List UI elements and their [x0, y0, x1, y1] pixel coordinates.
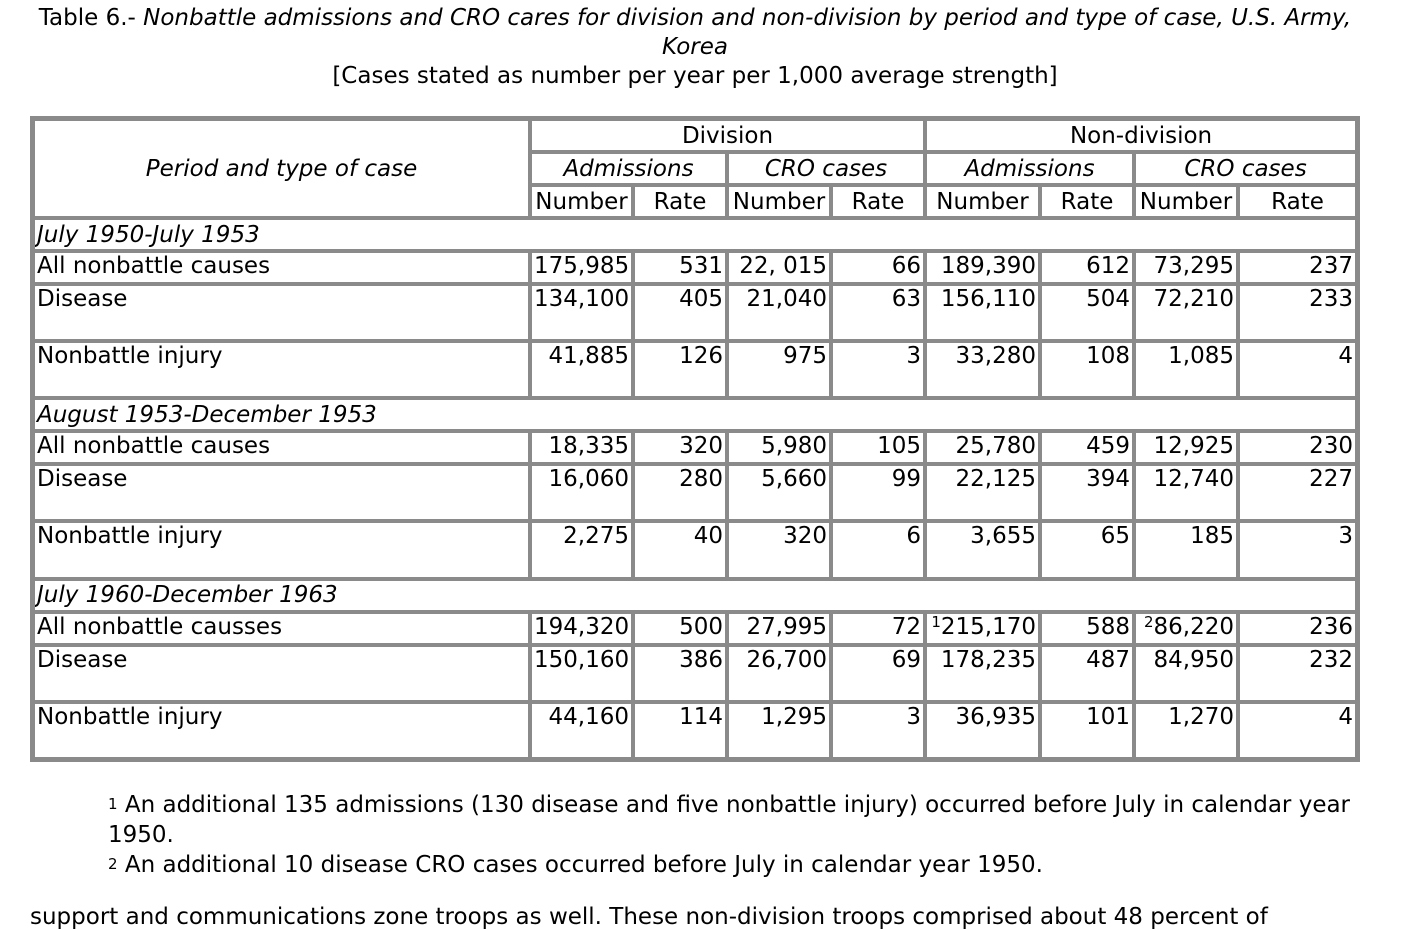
table-cell [727, 645, 831, 702]
cell-value: 105 [877, 433, 921, 460]
footnote-mark: 2 [108, 855, 118, 873]
table-cell [925, 612, 1040, 645]
table-cell [727, 464, 831, 521]
table-row [33, 251, 1357, 284]
table-cell [530, 645, 633, 702]
table-cell [1134, 341, 1238, 398]
period-row [33, 579, 1357, 612]
row-label: Nonbattle injury [33, 702, 530, 759]
footnote-mark: 1 [108, 795, 118, 813]
table-cell [1238, 702, 1357, 759]
table-cell [727, 702, 831, 759]
table-body [33, 218, 1357, 759]
table-cell [925, 341, 1040, 398]
cell-value: 227 [1309, 466, 1354, 493]
cell-value: 175,985 [534, 253, 630, 280]
cell-value: 232 [1309, 646, 1354, 673]
period-row [33, 398, 1357, 431]
cell-value: 233 [1309, 286, 1354, 313]
table-cell [1040, 702, 1134, 759]
period-row [33, 218, 1357, 251]
table-cell [1040, 284, 1134, 341]
cell-value: 1,085 [1168, 343, 1234, 370]
rate-header: Rate [831, 185, 925, 218]
table-cell [1040, 521, 1134, 578]
table-cell [530, 612, 633, 645]
cell-value: 5,660 [761, 466, 827, 493]
table-cell [831, 645, 925, 702]
cell-value: 16,060 [548, 466, 629, 493]
cell-value: 72,210 [1153, 286, 1234, 313]
table-cell [925, 702, 1040, 759]
table-cell [1238, 431, 1357, 464]
footnote-1 [108, 790, 1368, 850]
cell-value: 612 [1086, 253, 1130, 280]
cell-value: 40 [693, 523, 723, 550]
cell-value: 12,925 [1153, 433, 1234, 460]
cell-value: 230 [1309, 433, 1354, 460]
cell-value: 108 [1086, 343, 1130, 370]
table-cell [1040, 431, 1134, 464]
number-header: Number [727, 185, 831, 218]
table-cell [1238, 251, 1357, 284]
cell-value: 22,125 [955, 466, 1036, 493]
cell-value: 44,160 [548, 703, 629, 730]
table-cell [1238, 612, 1357, 645]
cell-value: 6 [906, 523, 921, 550]
cell-value: 2,275 [563, 523, 629, 550]
table-row [33, 341, 1357, 398]
table-cell [831, 612, 925, 645]
table-cell [530, 431, 633, 464]
table-caption-title: Nonbattle admissions and CRO cares for division and non-division by period and type of case, U.S. Army, Korea [143, 5, 1352, 60]
nondivision-cro-header: CRO cases [1134, 152, 1357, 185]
table-cell [727, 431, 831, 464]
row-label: Disease [33, 645, 530, 702]
table-row [33, 284, 1357, 341]
table-cell [530, 702, 633, 759]
cell-value: 4 [1338, 343, 1354, 370]
table-cell [1134, 284, 1238, 341]
table-cell [925, 431, 1040, 464]
nondivision-header: Non-division [925, 119, 1357, 152]
cell-value: 5,980 [761, 433, 827, 460]
cell-value: 101 [1086, 703, 1130, 730]
cell-value: 65 [1100, 523, 1130, 550]
table-cell [925, 464, 1040, 521]
table-cell [1238, 341, 1357, 398]
row-label: Disease [33, 464, 530, 521]
cell-value: 72 [891, 613, 921, 640]
table-cell [1134, 251, 1238, 284]
table-cell [530, 251, 633, 284]
table-cell [633, 251, 727, 284]
cell-value: 3 [906, 703, 921, 730]
table-cell [1134, 645, 1238, 702]
table-cell [1040, 464, 1134, 521]
table-cell [831, 521, 925, 578]
footnote-ref: 2 [1143, 612, 1154, 631]
cell-value: 500 [679, 613, 723, 640]
footnote-text: An additional 135 admissions (130 disease and five nonbattle injury) occurred before July in calendar year 1950. [108, 792, 1351, 848]
table-cell [831, 702, 925, 759]
table-cell [633, 612, 727, 645]
cell-value: 3 [906, 343, 921, 370]
cell-value: 156,110 [940, 286, 1036, 313]
rate-header: Rate [633, 185, 727, 218]
cell-value: 36,935 [955, 703, 1036, 730]
cell-value: 21,040 [746, 286, 827, 313]
table-cell [1134, 612, 1238, 645]
table-cell [633, 284, 727, 341]
footnote-2 [108, 850, 1368, 880]
number-header: Number [1134, 185, 1238, 218]
cell-value: 126 [679, 343, 723, 370]
division-admissions-header: Admissions [530, 152, 727, 185]
table-cell [1238, 645, 1357, 702]
row-label: Nonbattle injury [33, 521, 530, 578]
period-label: August 1953-December 1953 [33, 398, 1357, 431]
row-label: All nonbattle causses [33, 612, 530, 645]
cell-value: 134,100 [534, 286, 630, 313]
number-header: Number [530, 185, 633, 218]
footnotes [108, 790, 1368, 880]
cell-value: 73,295 [1153, 253, 1234, 280]
period-label: July 1960-December 1963 [33, 579, 1357, 612]
table-row [33, 702, 1357, 759]
cell-value: 69 [891, 646, 921, 673]
table-cell [530, 284, 633, 341]
table-cell [727, 284, 831, 341]
table-cell [831, 284, 925, 341]
table-cell [633, 431, 727, 464]
table-cell [1238, 284, 1357, 341]
table-cell [831, 464, 925, 521]
footnote-ref: 1 [931, 612, 941, 631]
body-text-continuation: support and communications zone troops as well. These non-division troops comprised about 48 percent of [30, 904, 1268, 930]
cell-value: 25,780 [955, 433, 1036, 460]
table-cell [831, 431, 925, 464]
cell-value: 41,885 [548, 343, 629, 370]
cell-value: 4 [1338, 703, 1354, 730]
table-cell [1040, 341, 1134, 398]
cell-value: 215,170 [940, 613, 1036, 640]
table-cell [831, 251, 925, 284]
table-cell [530, 464, 633, 521]
cell-value: 3,655 [970, 523, 1036, 550]
table-caption-prefix: Table 6.- [38, 5, 144, 31]
cell-value: 189,390 [940, 253, 1036, 280]
cell-value: 280 [679, 466, 723, 493]
division-cro-header: CRO cases [727, 152, 925, 185]
table-cell [1040, 251, 1134, 284]
table-caption-subtitle: [Cases stated as number per year per 1,000 average strength] [332, 63, 1058, 89]
row-label: All nonbattle causes [33, 251, 530, 284]
cell-value: 531 [679, 253, 723, 280]
cell-value: 320 [783, 523, 827, 550]
period-label: July 1950-July 1953 [33, 218, 1357, 251]
rate-header: Rate [1040, 185, 1134, 218]
cell-value: 63 [891, 286, 921, 313]
table-cell [633, 341, 727, 398]
cell-value: 236 [1309, 613, 1354, 640]
table-cell [727, 612, 831, 645]
row-label: Disease [33, 284, 530, 341]
number-header: Number [925, 185, 1040, 218]
cell-value: 84,950 [1153, 646, 1234, 673]
table-cell [831, 341, 925, 398]
table-cell [925, 521, 1040, 578]
table-cell [530, 341, 633, 398]
table-cell [633, 521, 727, 578]
cell-value: 405 [679, 286, 723, 313]
cell-value: 27,995 [746, 613, 827, 640]
cell-value: 185 [1190, 523, 1234, 550]
division-header: Division [530, 119, 925, 152]
table-cell [1238, 464, 1357, 521]
cell-value: 150,160 [534, 646, 630, 673]
table-cell [925, 251, 1040, 284]
row-label: Nonbattle injury [33, 341, 530, 398]
cell-value: 12,740 [1153, 466, 1234, 493]
cell-value: 178,235 [940, 646, 1036, 673]
table-cell [727, 521, 831, 578]
cell-value: 33,280 [955, 343, 1036, 370]
cell-value: 320 [679, 433, 723, 460]
table-cell [925, 284, 1040, 341]
cell-value: 66 [891, 253, 921, 280]
table-cell [1134, 521, 1238, 578]
table-cell [1040, 612, 1134, 645]
cell-value: 3 [1338, 523, 1354, 550]
table-row [33, 612, 1357, 645]
cell-value: 487 [1086, 646, 1130, 673]
cell-value: 237 [1309, 253, 1354, 280]
rate-header: Rate [1238, 185, 1357, 218]
cell-value: 26,700 [746, 646, 827, 673]
cell-value: 394 [1086, 466, 1130, 493]
cell-value: 86,220 [1153, 613, 1234, 640]
table-cell [1134, 464, 1238, 521]
cell-value: 194,320 [534, 613, 630, 640]
table-cell [633, 702, 727, 759]
table-cell [727, 341, 831, 398]
table-cell [727, 251, 831, 284]
cell-value: 588 [1086, 613, 1130, 640]
data-table [30, 116, 1360, 762]
footnote-text: An additional 10 disease CRO cases occurred before July in calendar year 1950. [124, 852, 1043, 878]
table-cell [530, 521, 633, 578]
row-label: All nonbattle causes [33, 431, 530, 464]
cell-value: 1,295 [761, 703, 827, 730]
table-caption [30, 4, 1360, 91]
cell-value: 99 [891, 466, 921, 493]
table-cell [1238, 521, 1357, 578]
table-cell [633, 645, 727, 702]
cell-value: 22, 015 [739, 253, 827, 280]
stub-header: Period and type of case [33, 119, 530, 218]
cell-value: 1,270 [1168, 703, 1234, 730]
table-cell [925, 645, 1040, 702]
table-cell [1040, 645, 1134, 702]
table-row [33, 431, 1357, 464]
cell-value: 459 [1086, 433, 1130, 460]
cell-value: 386 [679, 646, 723, 673]
cell-value: 114 [679, 703, 723, 730]
cell-value: 504 [1086, 286, 1130, 313]
table-cell [1134, 431, 1238, 464]
cell-value: 18,335 [548, 433, 629, 460]
table-cell [1134, 702, 1238, 759]
table-row [33, 464, 1357, 521]
cell-value: 975 [783, 343, 827, 370]
nondivision-admissions-header: Admissions [925, 152, 1134, 185]
table-cell [633, 464, 727, 521]
table-row [33, 645, 1357, 702]
table-row [33, 521, 1357, 578]
